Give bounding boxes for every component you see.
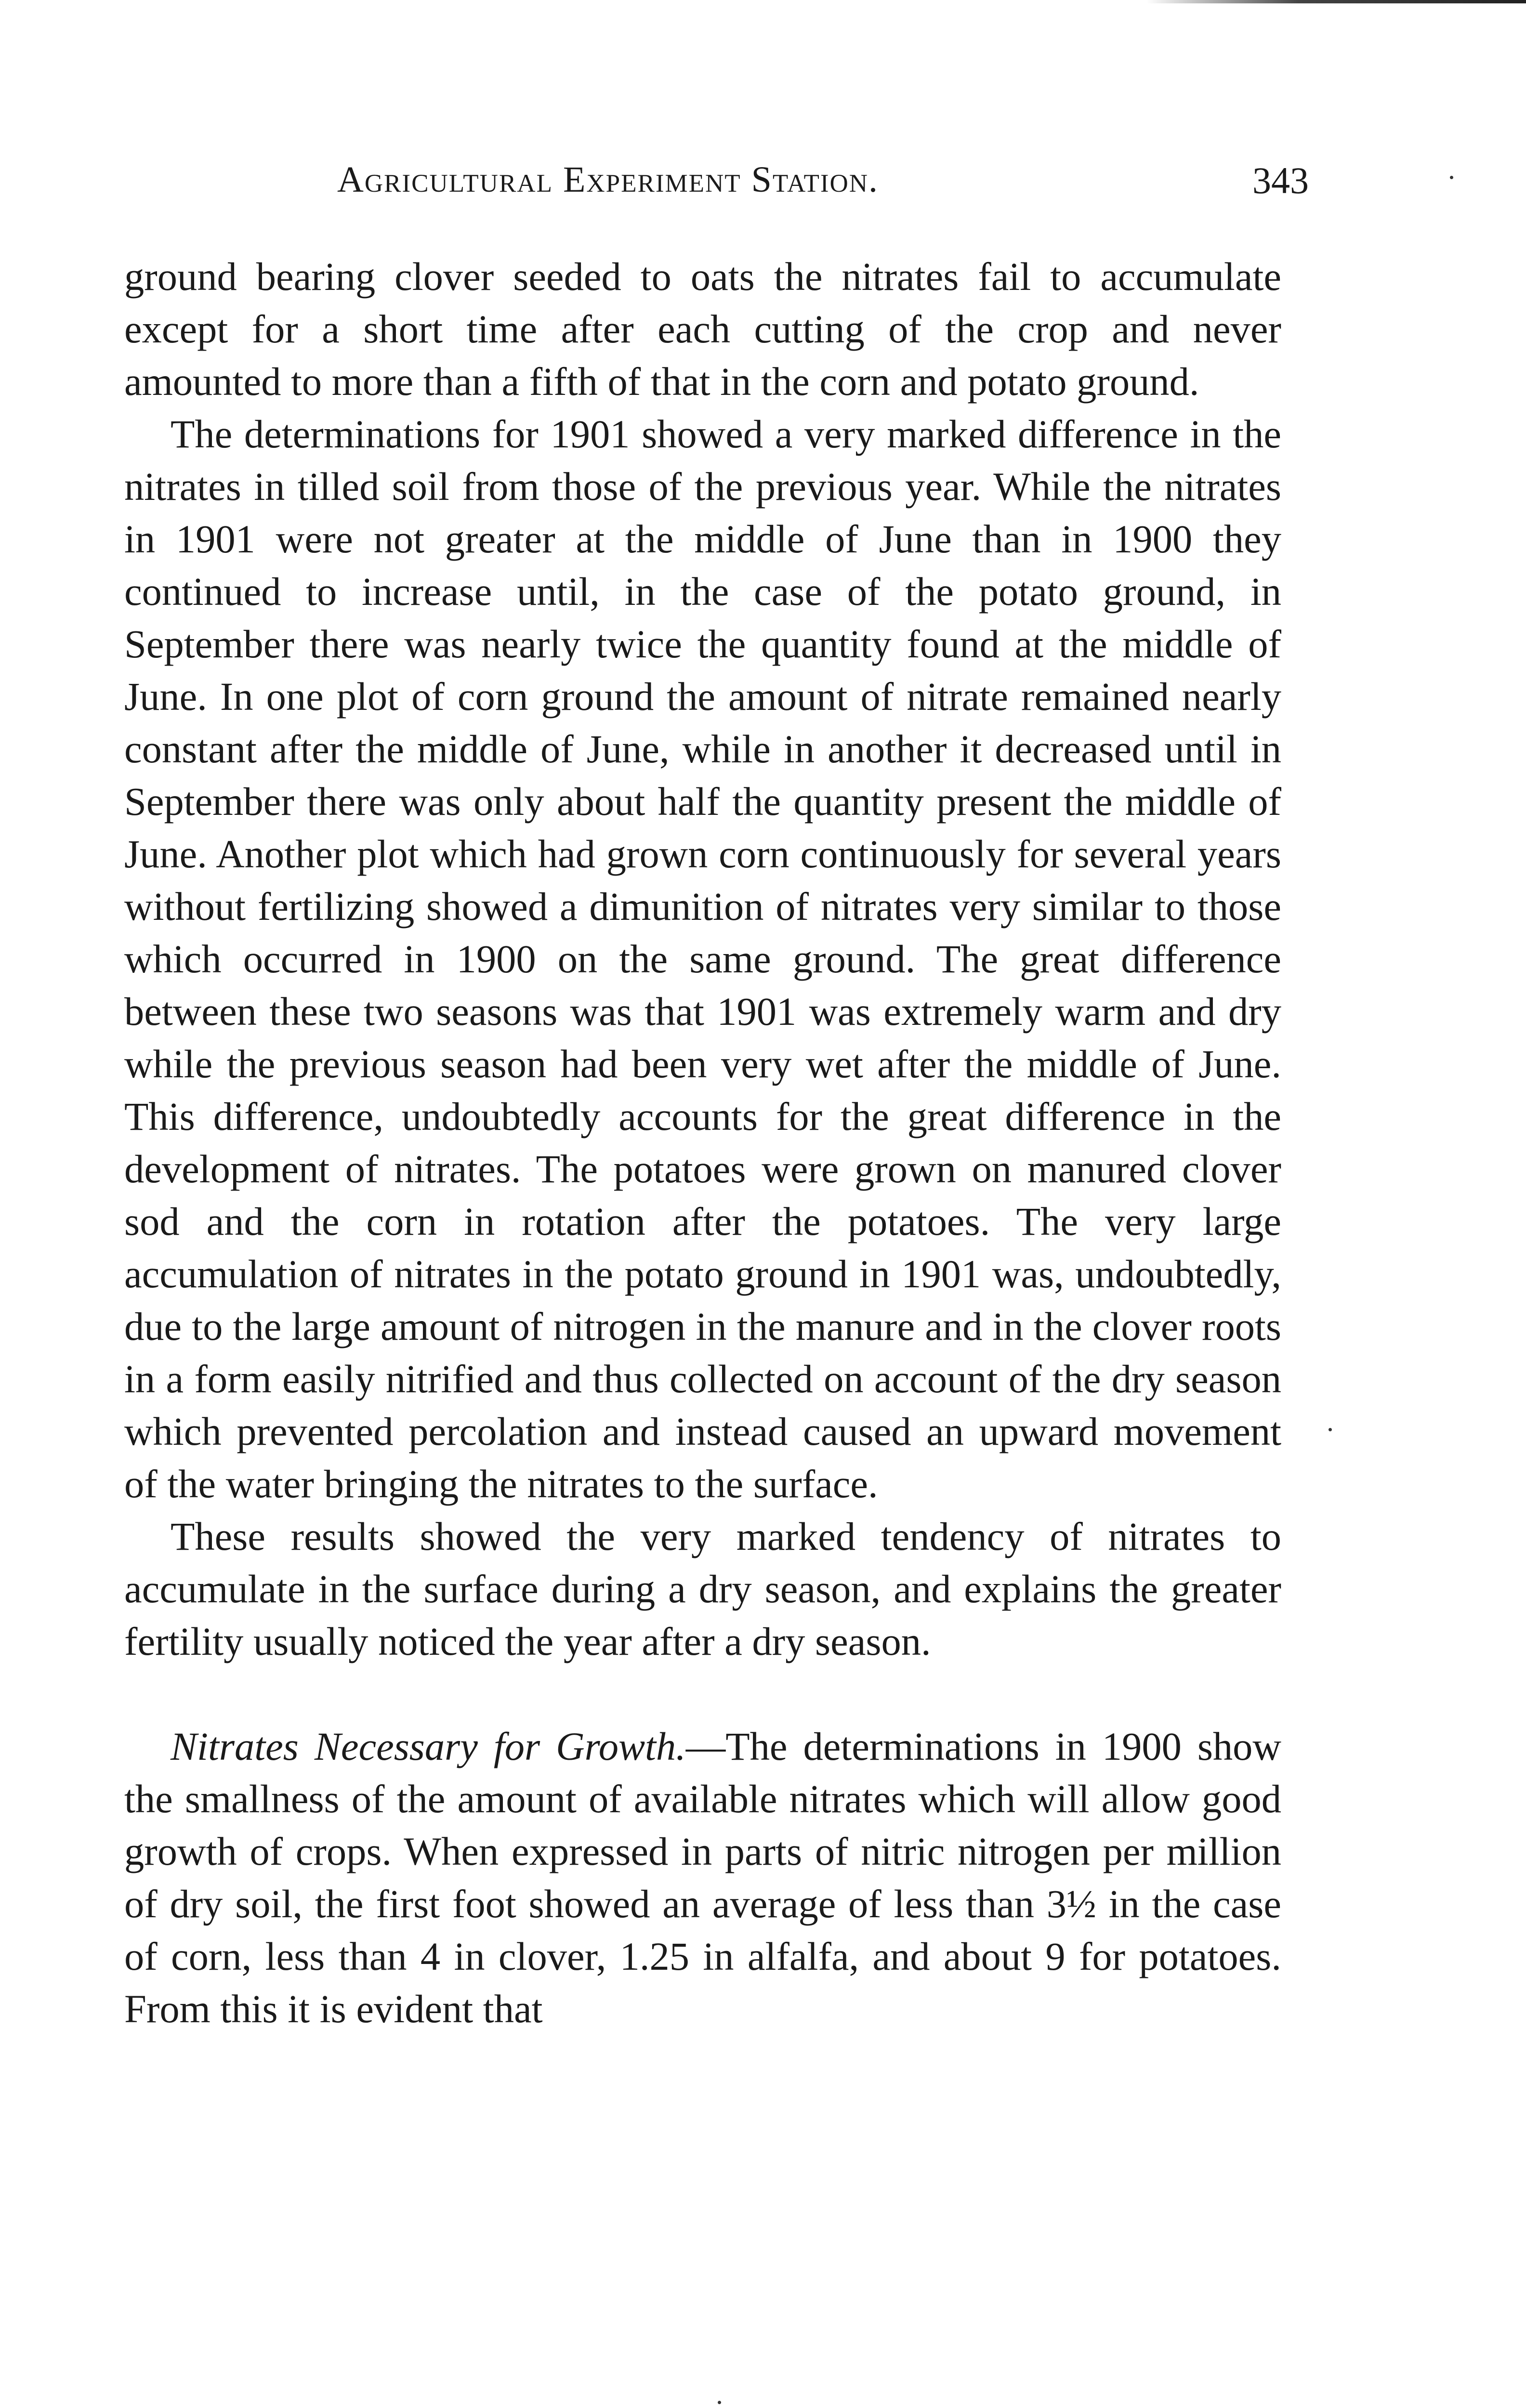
- running-header: Agricultural Experiment Station.: [337, 159, 879, 200]
- paragraph-2: The determinations for 1901 showed a very marked difference in the nitrates in tilled soil from those of the previous year. While the nitrates in 1901 were not greater at the middle of June than in 1900 they continued to increase until, in the case of the potato ground, in September there was nearly twice the quantity found at the middle of June. In one plot of corn ground the amount of nitrate remained nearly constant after the middle of June, while in another it decreased until in September there was only about half the quantity present the middle of June. Another plot which had grown corn continuously for several years without fertilizing showed a dimunition of nitrates very similar to those which occurred in 1900 on the same ground. The great difference between these two seasons was that 1901 was extremely warm and dry while the previous season had been very wet after the middle of June. This difference, undoubtedly accounts for the great difference in the development of nitrates. The potatoes were grown on manured clover sod and the corn in rotation after the potatoes. The very large accumulation of nitrates in the potato ground in 1901 was, undoubtedly, due to the large amount of nitrogen in the manure and in the clover roots in a form easily nitrified and thus collected on account of the dry season which prevented percolation and instead caused an upward movement of the water bringing the nitrates to the surface.: [124, 412, 1281, 1506]
- scan-speck: [1329, 1428, 1332, 1431]
- page-number: 343: [1252, 159, 1309, 201]
- paragraph-1: ground bearing clover seeded to oats the nitrates fail to accumulate except for a short time after each cutting of the crop and never amounted to more than a fifth of that in the corn and potato ground.: [124, 254, 1281, 404]
- scan-speck: [1450, 176, 1453, 179]
- scan-edge-mark: [1146, 0, 1526, 3]
- paragraph-4: [124, 1720, 1281, 2035]
- scan-speck: [718, 2401, 721, 2404]
- section-subheading: Nitrates Necessary for Growth.: [171, 1724, 686, 1768]
- body-text: [124, 250, 1281, 2035]
- paragraph-4-text: —The determinations in 1900 show the smallness of the amount of available nitrates which will allow good growth of crops. When expressed in parts of nitric nitrogen per million of dry soil, the first foot showed an average of less than 3½ in the case of corn, less than 4 in clover, 1.25 in alfalfa, and about 9 for potatoes. From this it is evident that: [124, 1724, 1282, 2031]
- paragraph-3: These results showed the very marked tendency of nitrates to accumulate in the surface during a dry season, and explains the greater fertility usually noticed the year after a dry season.: [124, 1514, 1281, 1663]
